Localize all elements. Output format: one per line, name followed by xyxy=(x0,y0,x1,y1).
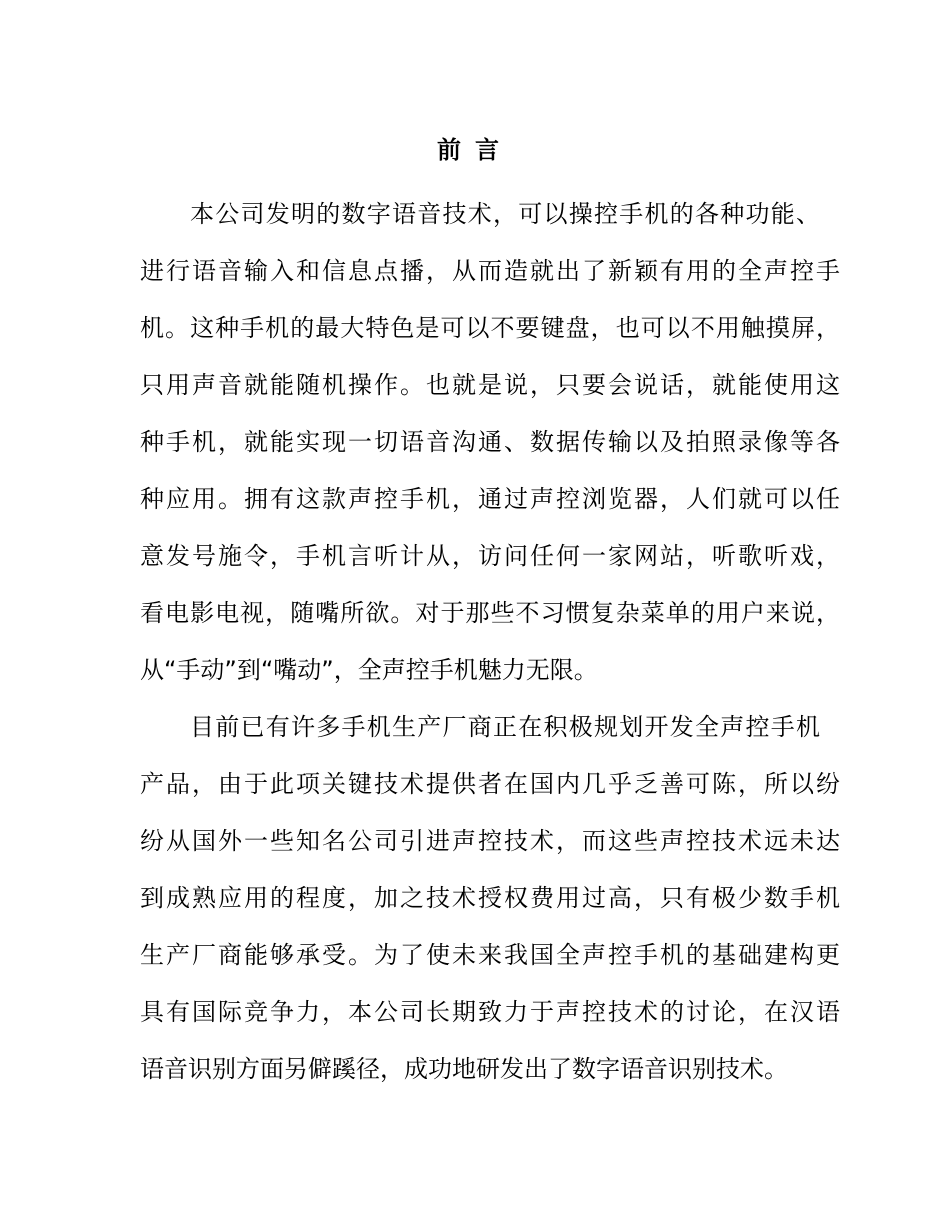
text-line: 产品，由于此项关键技术提供者在国内几乎乏善可陈，所以纷 xyxy=(140,770,840,798)
text-line: 只用声音就能随机操作。也就是说，只要会说话，就能使用这 xyxy=(140,371,840,399)
text-line: 从“手动”到“嘴动”，全声控手机魅力无限。 xyxy=(140,656,598,684)
text-line: 本公司发明的数字语音技术，可以操控手机的各种功能、 xyxy=(190,200,820,228)
text-line: 看电影电视，随嘴所欲。对于那些不习惯复杂菜单的用户来说， xyxy=(140,599,840,627)
text-line: 纷从国外一些知名公司引进声控技术，而这些声控技术远未达 xyxy=(140,827,840,855)
text-line: 到成熟应用的程度，加之技术授权费用过高，只有极少数手机 xyxy=(140,884,840,912)
text-line: 意发号施令，手机言听计从，访问任何一家网站，听歌听戏， xyxy=(140,542,840,570)
text-line: 种应用。拥有这款声控手机，通过声控浏览器，人们就可以任 xyxy=(140,485,840,513)
text-line: 进行语音输入和信息点播，从而造就出了新颖有用的全声控手 xyxy=(140,257,840,285)
page-title: 前言 xyxy=(437,136,513,164)
text-line: 语音识别方面另僻蹊径，成功地研发出了数字语音识别技术。 xyxy=(140,1055,788,1083)
text-line: 具有国际竞争力，本公司长期致力于声控技术的讨论，在汉语 xyxy=(140,998,840,1026)
text-line: 机。这种手机的最大特色是可以不要键盘，也可以不用触摸屏， xyxy=(140,314,840,342)
text-line: 目前已有许多手机生产厂商正在积极规划开发全声控手机 xyxy=(190,713,820,741)
text-line: 种手机，就能实现一切语音沟通、数据传输以及拍照录像等各 xyxy=(140,428,840,456)
text-line: 生产厂商能够承受。为了使未来我国全声控手机的基础建构更 xyxy=(140,941,840,969)
